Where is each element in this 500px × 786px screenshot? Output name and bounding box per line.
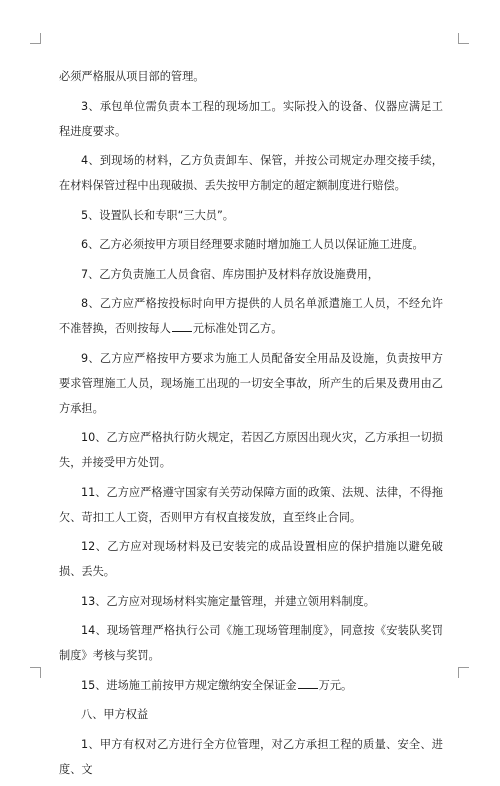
- item-15-text: 15、进场施工前按甲方规定缴纳安全保证金: [81, 678, 297, 692]
- paragraph-item-6: 6、乙方必须按甲方项目经理要求随时增加施工人员以保证施工进度。: [81, 238, 424, 251]
- paragraph-section-item-1: 1、甲方有权对乙方进行全方位管理，对乙方承担工程的质量、安全、进度、文: [59, 737, 443, 776]
- paragraph-item-3: 3、承包单位需负责本工程的现场加工。实际投入的设备、仪器应满足工程进度要求。: [59, 99, 443, 138]
- paragraph-intro: 必须严格服从项目部的管理。: [59, 70, 205, 83]
- paragraph-item-7: 7、乙方负责施工人员食宿、库房围护及材料存放设施费用，: [81, 267, 379, 281]
- crop-mark-top-right: [458, 33, 469, 44]
- crop-mark-top-left: [30, 33, 41, 44]
- item-15-suffix: 万元。: [318, 678, 353, 692]
- paragraph-item-12: 12、乙方应对现场材料及已安装完的成品设置相应的保护措施以避免破损、丢失。: [59, 540, 443, 578]
- paragraph-item-9: 9、乙方应严格按甲方要求为施工人员配备安全用品及设施，负责按甲方要求管理施工人员，现场施工出现的一切安全事故，所产生的后果及费用由乙方承担。: [59, 351, 443, 415]
- paragraph-item-8: [59, 291, 443, 341]
- fill-in-blank: [172, 320, 192, 332]
- section-heading: 八、甲方权益: [81, 708, 149, 721]
- paragraph-item-5: 5、设置队长和专职“三大员”。: [81, 208, 234, 222]
- paragraph-item-15: [59, 673, 443, 698]
- crop-mark-bottom-right: [458, 667, 469, 678]
- fill-in-blank: [298, 677, 318, 689]
- paragraph-item-11: 11、乙方应严格遵守国家有关劳动保障方面的政策、法规、法律，不得拖欠、苛扣工人工资，否则甲方有权直接发放，直至终止合同。: [59, 485, 443, 524]
- document-body: [59, 64, 443, 786]
- paragraph-item-13: 13、乙方应对现场材料实施定量管理，并建立领用料制度。: [81, 594, 375, 608]
- crop-mark-bottom-left: [30, 667, 41, 678]
- paragraph-item-4: 4、到现场的材料，乙方负责卸车、保管，并按公司规定办理交接手续，在材料保管过程中出现破损、丢失按甲方制定的超定额制度进行赔偿。: [59, 154, 443, 192]
- paragraph-item-14: 14、现场管理严格执行公司《施工现场管理制度》，同意按《安装队奖罚制度》考核与奖罚。: [59, 624, 443, 662]
- item-8-text: 8、乙方应严格按投标时向甲方提供的人员名单派遣施工人员，不经允许不准替换，否则按每人: [59, 297, 443, 335]
- item-8-suffix: 元标准处罚乙方。: [192, 322, 283, 335]
- paragraph-item-10: 10、乙方应严格执行防火规定，若因乙方原因出现火灾，乙方承担一切损失，并接受甲方处罚。: [59, 431, 443, 469]
